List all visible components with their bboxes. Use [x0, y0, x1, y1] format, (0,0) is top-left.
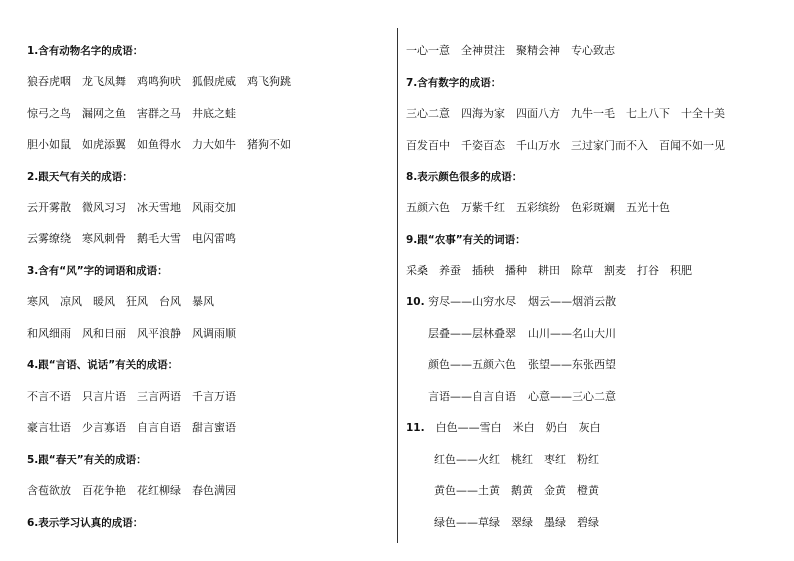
word: 积肥 [670, 264, 692, 277]
word-pair: 烟云——烟消云散 [528, 295, 617, 308]
idiom: 只言片语 [82, 390, 126, 403]
color-word: 粉红 [577, 453, 599, 466]
section-1-row-2 [27, 106, 247, 122]
idiom: 冰天雪地 [137, 201, 181, 214]
section-11-row-3 [406, 483, 610, 499]
section-1-heading: 1.含有动物名字的成语： [27, 45, 144, 57]
idiom: 含苞欲放 [27, 484, 71, 497]
color-word: 翠绿 [511, 516, 533, 529]
idiom: 三心二意 [406, 107, 450, 120]
word: 养蚕 [439, 264, 461, 277]
idiom: 聚精会神 [516, 44, 560, 57]
idiom: 惊弓之鸟 [27, 107, 71, 120]
color-word: 米白 [512, 421, 535, 434]
section-1-row-3 [27, 137, 302, 153]
idiom: 千言万语 [192, 390, 236, 403]
section-7-row-1 [406, 106, 736, 122]
word: 暴风 [192, 295, 214, 308]
color-word: 金黄 [544, 484, 566, 497]
idiom: 鸡鸣狗吠 [137, 75, 181, 88]
idiom: 五彩缤纷 [516, 201, 560, 214]
section-2-row-1 [27, 200, 247, 216]
word: 割麦 [604, 264, 626, 277]
idiom: 少言寡语 [82, 421, 126, 434]
idiom: 风和日丽 [82, 327, 126, 340]
word-pair: 穷尽——山穷水尽 [428, 295, 517, 308]
section-3-heading: 3.含有“风”字的词语和成语： [27, 265, 168, 277]
idiom: 不言不语 [27, 390, 71, 403]
idiom: 鸡飞狗跳 [247, 75, 291, 88]
word-pair: 言语——自言自语 [428, 390, 516, 403]
color-word: 奶白 [545, 421, 568, 434]
idiom: 鹅毛大雪 [137, 232, 181, 245]
color-word: 墨绿 [544, 516, 566, 529]
word: 耕田 [538, 264, 560, 277]
idiom: 千山万水 [516, 139, 560, 152]
section-3-row-1 [27, 294, 225, 310]
color-word: 绿色——草绿 [434, 516, 500, 529]
word: 插秧 [472, 264, 494, 277]
idiom: 狐假虎威 [192, 75, 236, 88]
idiom: 狼吞虎咽 [27, 75, 71, 88]
idiom: 如虎添翼 [82, 138, 126, 151]
word: 打谷 [637, 264, 659, 277]
section-7-row-2 [406, 138, 736, 154]
idiom: 十全十美 [681, 107, 725, 120]
idiom: 三过家门而不入 [571, 139, 648, 152]
idiom: 花红柳绿 [137, 484, 181, 497]
idiom: 百花争艳 [82, 484, 126, 497]
color-word: 灰白 [578, 421, 601, 434]
idiom: 风平浪静 [137, 327, 181, 340]
idiom: 全神贯注 [461, 44, 505, 57]
word-pair: 张望——东张西望 [528, 358, 616, 371]
idiom: 五光十色 [626, 201, 670, 214]
idiom: 专心致志 [571, 44, 615, 57]
section-11-row-1 [406, 420, 612, 436]
idiom: 自言自语 [137, 421, 181, 434]
idiom: 电闪雷鸣 [192, 232, 236, 245]
section-8-row-1 [406, 200, 681, 216]
section-10-row-3 [406, 357, 616, 373]
idiom: 风雨交加 [192, 201, 236, 214]
color-word: 鹅黄 [511, 484, 533, 497]
idiom: 如鱼得水 [137, 138, 181, 151]
word: 狂风 [126, 295, 148, 308]
idiom: 风调雨顺 [192, 327, 236, 340]
section-5-row-1 [27, 483, 247, 499]
section-6-row-1 [406, 43, 626, 59]
color-word: 白色——雪白 [435, 421, 502, 434]
word: 寒风 [27, 295, 49, 308]
idiom: 甜言蜜语 [192, 421, 236, 434]
word-pair: 颜色——五颜六色 [428, 358, 516, 371]
word: 凉风 [60, 295, 82, 308]
color-word: 碧绿 [577, 516, 599, 529]
idiom: 豪言壮语 [27, 421, 71, 434]
section-10-number: 10. [406, 296, 425, 308]
word-pair: 心意——三心二意 [528, 390, 616, 403]
word-pair: 层叠——层林叠翠 [428, 327, 516, 340]
section-3-row-2 [27, 326, 247, 342]
idiom: 和风细雨 [27, 327, 71, 340]
section-5-heading: 5.跟“春天”有关的成语： [27, 454, 147, 466]
word: 播种 [505, 264, 527, 277]
idiom: 春色满园 [192, 484, 236, 497]
section-11-row-2 [406, 452, 610, 468]
section-10-row-4 [406, 389, 616, 405]
section-11-number: 11. [406, 422, 425, 434]
idiom: 九牛一毛 [571, 107, 615, 120]
color-word: 枣红 [544, 453, 566, 466]
idiom: 四面八方 [516, 107, 560, 120]
idiom: 万紫千红 [461, 201, 505, 214]
section-10-row-2 [406, 326, 616, 342]
section-4-row-1 [27, 389, 247, 405]
idiom: 寒风刺骨 [82, 232, 126, 245]
section-2-row-2 [27, 231, 247, 247]
idiom: 胆小如鼠 [27, 138, 71, 151]
idiom: 微风习习 [82, 201, 126, 214]
idiom: 云开雾散 [27, 201, 71, 214]
section-9-row-1 [406, 263, 703, 279]
color-word: 红色——火红 [434, 453, 500, 466]
idiom: 漏网之鱼 [82, 107, 126, 120]
idiom: 五颜六色 [406, 201, 450, 214]
idiom: 三言两语 [137, 390, 181, 403]
idiom: 七上八下 [626, 107, 670, 120]
column-divider [397, 28, 398, 543]
section-1-row-1 [27, 74, 302, 90]
idiom: 井底之蛙 [192, 107, 236, 120]
idiom: 四海为家 [461, 107, 505, 120]
color-word: 黄色——土黄 [434, 484, 500, 497]
word-pair: 山川——名山大川 [528, 327, 616, 340]
color-word: 桃红 [511, 453, 533, 466]
color-word: 橙黄 [577, 484, 599, 497]
right-column [406, 0, 776, 561]
idiom: 百闻不如一见 [659, 139, 725, 152]
idiom: 云雾缭绕 [27, 232, 71, 245]
word: 台风 [159, 295, 181, 308]
word: 采桑 [406, 264, 428, 277]
left-column [27, 0, 392, 561]
section-6-heading: 6.表示学习认真的成语： [27, 517, 144, 529]
section-4-row-2 [27, 420, 247, 436]
idiom: 色彩斑斓 [571, 201, 615, 214]
idiom: 龙飞凤舞 [82, 75, 126, 88]
section-11-row-4 [406, 515, 610, 531]
idiom: 猪狗不如 [247, 138, 291, 151]
idiom: 力大如牛 [192, 138, 236, 151]
section-9-heading: 9.跟“农事”有关的词语： [406, 234, 526, 246]
idiom: 百发百中 [406, 139, 450, 152]
section-4-heading: 4.跟“言语、说话”有关的成语： [27, 359, 179, 371]
section-8-heading: 8.表示颜色很多的成语： [406, 171, 523, 183]
idiom: 一心一意 [406, 44, 450, 57]
section-7-heading: 7.含有数字的成语： [406, 77, 502, 89]
section-2-heading: 2.跟天气有关的成语： [27, 171, 133, 183]
idiom: 害群之马 [137, 107, 181, 120]
section-10-row-1 [406, 294, 616, 310]
word: 暖风 [93, 295, 115, 308]
word: 除草 [571, 264, 593, 277]
idiom: 千姿百态 [461, 139, 505, 152]
